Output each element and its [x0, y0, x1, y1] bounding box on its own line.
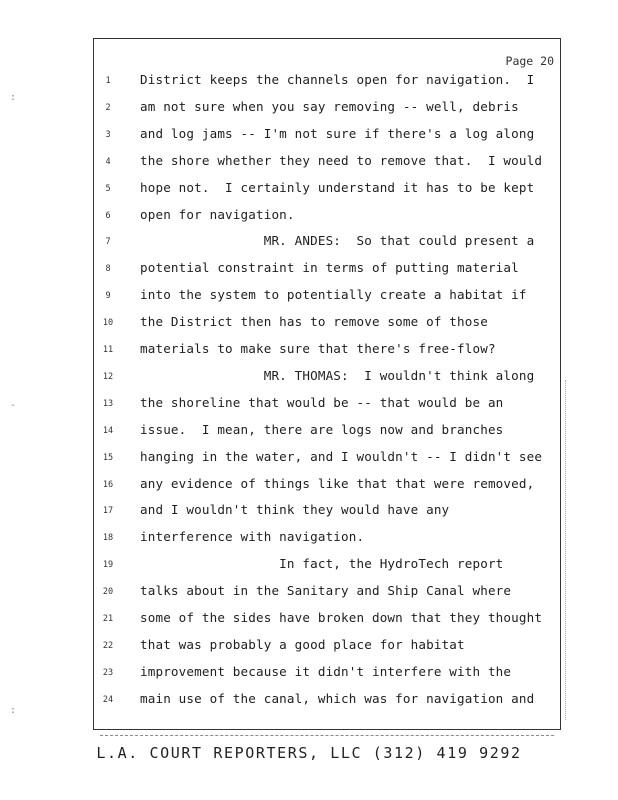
line-number: 15 — [102, 452, 114, 463]
right-margin-dots — [565, 380, 566, 720]
line-text: In fact, the HydroTech report — [140, 556, 504, 572]
transcript-page — [93, 38, 561, 730]
line-number: 18 — [102, 533, 114, 544]
transcript-line — [94, 314, 560, 334]
line-number: 24 — [102, 694, 114, 705]
line-text: any evidence of things like that that were removed, — [140, 475, 535, 491]
transcript-line — [94, 610, 560, 630]
transcript-line — [94, 476, 560, 496]
line-number: 21 — [102, 614, 114, 624]
margin-tick: : — [10, 92, 17, 103]
margin-tick: - — [10, 400, 17, 411]
line-text: improvement because it didn't interfere with the — [140, 663, 512, 679]
transcript-line — [94, 664, 560, 684]
transcript-line — [94, 637, 560, 657]
line-number: 4 — [105, 156, 111, 167]
transcript-line — [94, 395, 560, 415]
line-number: 11 — [102, 345, 114, 355]
line-text: talks about in the Sanitary and Ship Canal where — [140, 583, 512, 599]
line-text: the shore whether they need to remove that. I would — [140, 152, 543, 168]
transcript-line — [94, 556, 560, 576]
transcript-line — [94, 126, 560, 146]
transcript-line — [94, 260, 560, 280]
page-number: Page 20 — [505, 54, 554, 68]
transcript-line — [94, 207, 560, 227]
line-text: the District then has to remove some of those — [140, 314, 488, 330]
line-number: 17 — [102, 506, 114, 517]
line-text: hanging in the water, and I wouldn't -- I didn't see — [140, 448, 543, 464]
transcript-line — [94, 368, 560, 388]
line-number: 10 — [102, 318, 114, 329]
transcript-line — [94, 583, 560, 603]
line-text: the shoreline that would be -- that would be an — [140, 394, 504, 410]
transcript-line — [94, 529, 560, 549]
transcript-line — [94, 99, 560, 119]
line-text: open for navigation. — [140, 206, 295, 222]
line-text: hope not. I certainly understand it has to be kept — [140, 179, 535, 195]
transcript-line — [94, 691, 560, 711]
line-text: issue. I mean, there are logs now and branches — [140, 421, 504, 437]
line-number: 13 — [102, 398, 114, 409]
line-number: 5 — [105, 183, 111, 194]
transcript-line — [94, 449, 560, 469]
line-text: interference with navigation. — [140, 529, 365, 545]
line-number: 19 — [102, 560, 114, 571]
margin-tick: : — [10, 705, 17, 716]
line-number: 8 — [105, 264, 111, 275]
line-text: main use of the canal, which was for navigation and — [140, 690, 535, 706]
line-text: into the system to potentially create a habitat if — [140, 287, 527, 303]
line-number: 9 — [105, 291, 111, 302]
transcript-line — [94, 72, 560, 92]
line-text: MR. ANDES: So that could present a — [140, 233, 535, 249]
line-number: 1 — [105, 76, 111, 86]
line-text: some of the sides have broken down that they thought — [140, 610, 543, 625]
line-number: 6 — [105, 210, 111, 221]
line-text: and log jams -- I'm not sure if there's a log along — [140, 125, 535, 141]
line-number: 3 — [105, 129, 111, 140]
line-text: am not sure when you say removing -- well, debris — [140, 98, 519, 114]
transcript-line — [94, 341, 560, 361]
line-text: and I wouldn't think they would have any — [140, 502, 450, 518]
line-number: 23 — [102, 667, 114, 678]
line-number: 16 — [102, 479, 114, 490]
line-text: that was probably a good place for habitat — [140, 636, 465, 652]
transcript-line — [94, 502, 560, 522]
line-text: District keeps the channels open for navigation. I — [140, 72, 535, 87]
transcript-line — [94, 180, 560, 200]
transcript-line — [94, 287, 560, 307]
line-number: 12 — [102, 371, 114, 382]
line-number: 22 — [102, 640, 114, 651]
line-number: 14 — [102, 425, 114, 436]
transcript-line — [94, 422, 560, 442]
line-number: 7 — [105, 237, 111, 248]
reporter-footer: L.A. COURT REPORTERS, LLC (312) 419 9292 — [96, 744, 522, 762]
line-text: potential constraint in terms of putting material — [140, 260, 519, 276]
transcript-line — [94, 153, 560, 173]
line-text: materials to make sure that there's free-flow? — [140, 341, 496, 356]
line-number: 2 — [105, 102, 111, 113]
line-text: MR. THOMAS: I wouldn't think along — [140, 367, 535, 383]
line-number: 20 — [102, 587, 114, 598]
transcript-line — [94, 233, 560, 253]
